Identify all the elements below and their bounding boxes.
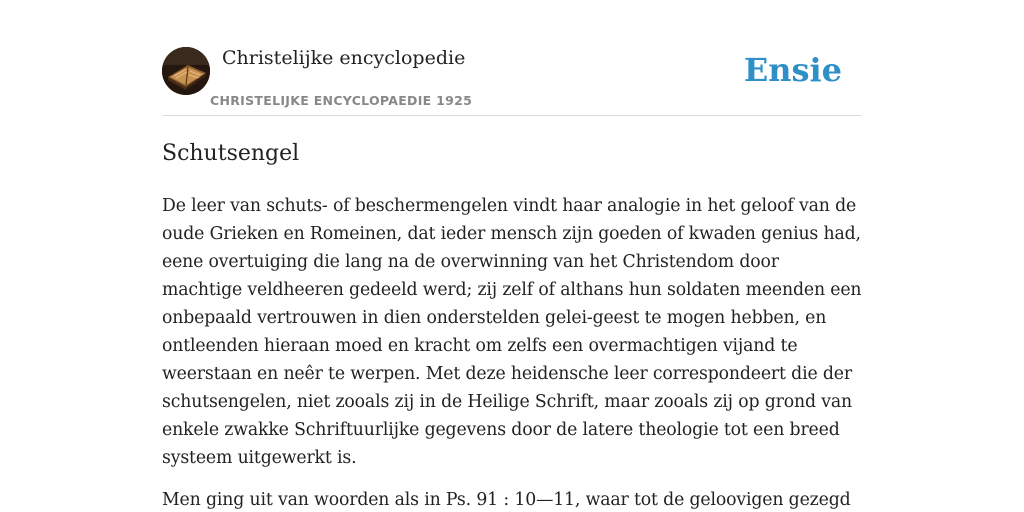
article-paragraph: Men ging uit van woorden als in Ps. 91 : 10—11, waar tot de geloovigen gezegd (162, 490, 851, 510)
article-body (162, 192, 864, 512)
site-subtitle: CHRISTELIJKE ENCYCLOPAEDIE 1925 (210, 93, 473, 108)
site-header (162, 40, 862, 116)
ensie-logo[interactable]: Ensie (743, 51, 842, 89)
site-title[interactable]: Christelijke encyclopedie (222, 47, 466, 69)
book-icon[interactable] (162, 47, 210, 95)
article-title: Schutsengel (162, 141, 300, 166)
article-paragraph: De leer van schuts- of beschermengelen vindt haar analogie in het geloof van de oude Grieken en Romeinen, dat ieder mensch zijn goeden of kwaden genius had, eene overtuiging die lang na de overwinning van het Christendom door machtige veldheeren gedeeld werd; zij zelf of althans hun soldaten meenden een onbepaald vertrouwen in dien onderstelden gelei-geest te mogen hebben, en ontleenden hieraan moed en kracht om zelfs een overmachtigen vijand te weerstaan en neêr te werpen. Met deze heidensche leer correspondeert die der schutsengelen, niet zooals zij in de Heilige Schrift, maar zooals zij op grond van enkele zwakke Schriftuurlijke gegevens door de latere theologie tot een breed systeem uitgewerkt is. (162, 196, 862, 468)
